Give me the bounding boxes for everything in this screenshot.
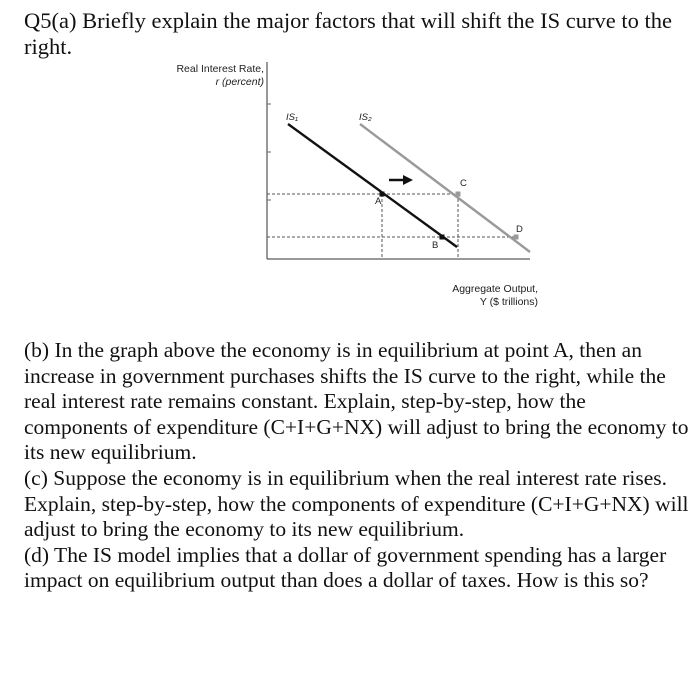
point-a-label: A [375,196,382,207]
question-d: (d) The IS model implies that a dollar of government spending has a larger impact on equilibrium output than does a dollar of taxes. How is this so? [24,542,667,593]
is-curve-graph [150,56,550,318]
question-a: Q5(a) Briefly explain the major factors that will shift the IS curve to the right. [24,8,672,59]
is2-label: IS₂ [359,112,372,123]
y-axis-label-line1: Real Interest Rate, [176,63,264,75]
shift-right-arrow-icon [389,175,413,185]
point-d-marker [514,235,519,240]
question-c: (c) Suppose the economy is in equilibrium when the real interest rate rises. Explain, step-by-step, how the components of expenditure (C+I+G+NX) will adjust to bring the economy to its new equilibrium. [24,465,689,542]
point-d-label: D [516,224,523,235]
x-axis-label-line1: Aggregate Output, [452,283,538,295]
is2-curve [360,124,530,252]
is1-curve [288,124,457,247]
point-b-marker [440,235,445,240]
y-axis-label-line2: r (percent) [215,76,264,88]
questions-block [24,338,692,594]
is1-label: IS₁ [286,112,298,123]
question-b: (b) In the graph above the economy is in equilibrium at point A, then an increase in government purchases shifts the IS curve to the right, while the real interest rate remains constant. Explain, step-by-step, how the components of expenditure (C+I+G+NX) will adjust to bring the economy to its new equilibrium. [24,338,689,465]
point-c-label: C [460,178,467,189]
point-c-marker [456,192,461,197]
point-b-label: B [432,240,439,251]
x-axis-label-line2: Y ($ trillions) [479,296,538,308]
